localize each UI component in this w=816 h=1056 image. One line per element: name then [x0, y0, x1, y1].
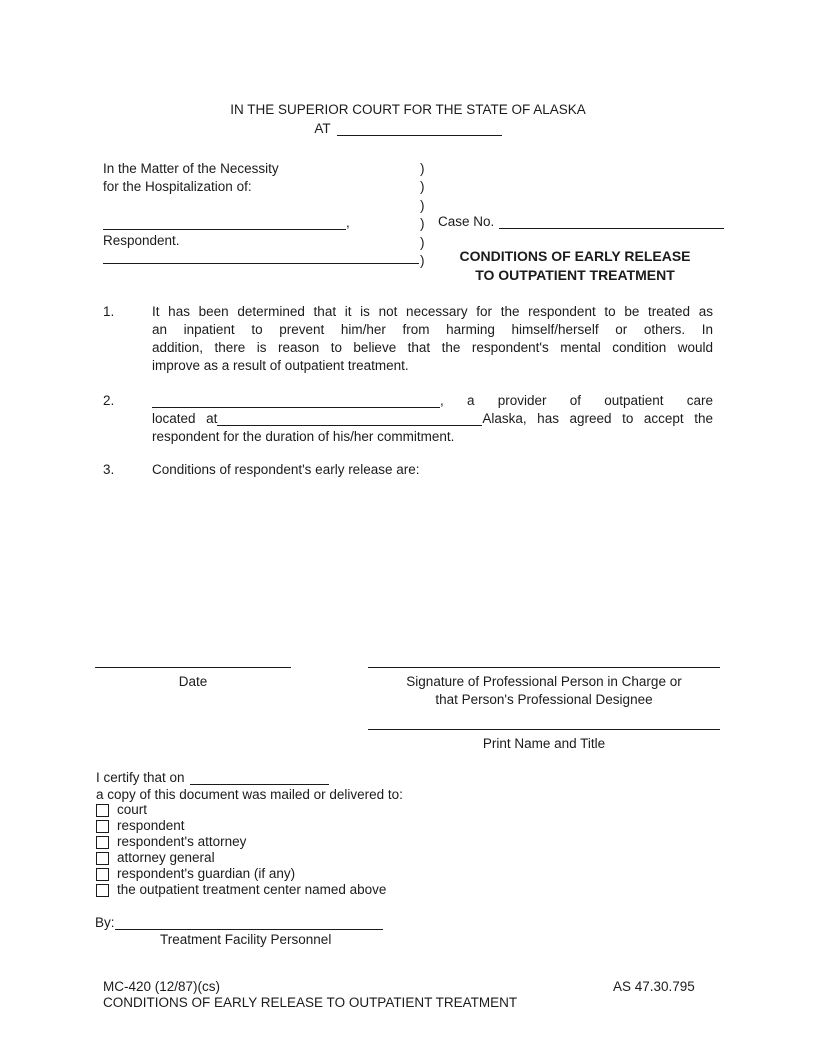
item1-paragraph: [152, 303, 713, 375]
item2-line1: [152, 392, 713, 410]
recipient-row-court: [96, 802, 147, 818]
item1-line3: addition, there is reason to believe that the respondent's mental condition would: [152, 340, 713, 355]
at-location-blank[interactable]: [337, 121, 502, 136]
print-name-label: Print Name and Title: [482, 736, 606, 751]
signature-caption-line2: that Person's Professional Designee: [435, 692, 653, 707]
by-signature-blank[interactable]: [115, 915, 383, 930]
date-label: Date: [178, 674, 208, 689]
case-no-label: Case No.: [438, 214, 495, 229]
caption-paren-column: [420, 160, 425, 270]
case-no-line: [438, 213, 724, 231]
recipient-row-attorney-general: [96, 850, 215, 866]
recipient-row-respondents-attorney: [96, 834, 246, 850]
checkbox-respondent[interactable]: [96, 820, 109, 833]
item2-after-blank2: Alaska, has agreed to accept the: [482, 411, 713, 426]
professional-signature-line[interactable]: [368, 667, 720, 668]
by-caption: Treatment Facility Personnel: [160, 932, 332, 947]
document-title: [435, 247, 715, 284]
signature-caption: [368, 673, 720, 709]
item2-line3: respondent for the duration of his/her commitment.: [152, 429, 455, 444]
paren: ): [420, 179, 425, 195]
recipient-row-outpatient-center: [96, 882, 386, 898]
statute-reference: AS 47.30.795: [613, 979, 695, 994]
footer-form-title: CONDITIONS OF EARLY RELEASE TO OUTPATIENT TREATMENT: [103, 995, 518, 1010]
signature-caption-line1: Signature of Professional Person in Charge or: [406, 674, 682, 689]
recipient-label: attorney general: [117, 850, 215, 865]
document-title-line2: TO OUTPATIENT TREATMENT: [475, 266, 675, 283]
item1-number: 1.: [103, 304, 115, 319]
case-no-blank[interactable]: [499, 214, 724, 229]
recipient-row-respondent: [96, 818, 185, 834]
provider-name-blank[interactable]: [152, 393, 440, 408]
caption-extra-blank[interactable]: [103, 249, 419, 264]
caption-extra-line: [103, 248, 419, 266]
by-line: [95, 914, 383, 932]
recipient-label: respondent's guardian (if any): [117, 866, 296, 881]
checkbox-outpatient-center[interactable]: [96, 884, 109, 897]
recipient-row-respondents-guardian: [96, 866, 295, 882]
court-header: IN THE SUPERIOR COURT FOR THE STATE OF ALASKA: [230, 102, 586, 117]
item3-text: Conditions of respondent's early release are:: [152, 462, 420, 477]
certify-prefix: I certify that on: [96, 770, 185, 785]
delivery-line: a copy of this document was mailed or delivered to:: [96, 787, 403, 802]
recipient-label: respondent's attorney: [117, 834, 247, 849]
respondent-name-blank[interactable]: [103, 215, 346, 230]
item2-located-at: located at: [152, 411, 218, 426]
document-title-line1: CONDITIONS OF EARLY RELEASE: [459, 248, 691, 264]
checkbox-respondents-attorney[interactable]: [96, 836, 109, 849]
certify-line: [96, 769, 329, 787]
paren: ): [420, 216, 425, 232]
caption-matter-line1: In the Matter of the Necessity: [103, 161, 279, 176]
at-label: AT: [314, 121, 331, 136]
recipient-label: the outpatient treatment center named above: [117, 882, 387, 897]
item2-number: 2.: [103, 393, 115, 408]
checkbox-court[interactable]: [96, 804, 109, 817]
paren: ): [420, 234, 425, 250]
certify-date-blank[interactable]: [190, 770, 329, 785]
caption-matter-line2: for the Hospitalization of:: [103, 179, 252, 194]
recipient-label: court: [117, 802, 148, 817]
respondent-label: Respondent.: [103, 233, 180, 248]
checkbox-respondents-guardian[interactable]: [96, 868, 109, 881]
paren: ): [420, 161, 425, 176]
by-label: By:: [95, 915, 115, 930]
provider-location-blank[interactable]: [217, 411, 482, 426]
paren: ): [420, 253, 425, 269]
respondent-name-line: [103, 214, 350, 232]
form-number: MC-420 (12/87)(cs): [103, 979, 221, 994]
item1-line4: improve as a result of outpatient treatment.: [152, 358, 409, 373]
item2-paragraph: [152, 392, 713, 446]
item3-number: 3.: [103, 462, 115, 477]
item1-line1: It has been determined that it is not necessary for the respondent to be treated as: [152, 304, 713, 319]
date-signature-line[interactable]: [95, 667, 291, 668]
item2-after-blank1: , a provider of outpatient care: [440, 393, 713, 408]
item2-line2: [152, 410, 713, 428]
checkbox-attorney-general[interactable]: [96, 852, 109, 865]
paren: ): [420, 197, 425, 213]
print-name-line[interactable]: [368, 729, 720, 730]
caption-matter: [103, 160, 279, 196]
item1-line2: an inpatient to prevent him/her from harming himself/herself or others. In: [152, 322, 713, 337]
at-line: [0, 120, 816, 138]
recipient-label: respondent: [117, 818, 185, 833]
respondent-name-comma: ,: [346, 215, 350, 230]
